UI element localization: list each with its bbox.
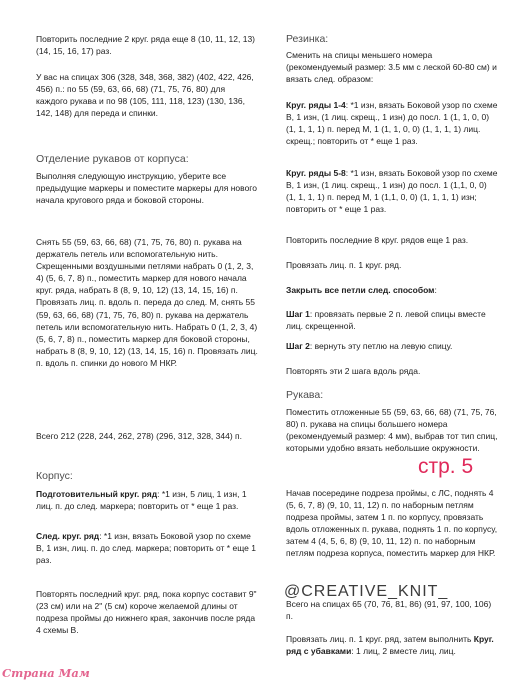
paragraph-total-stitches: Всего 212 (228, 244, 262, 278) (296, 312, 328, 344) п. (36, 431, 242, 441)
setup-round-label: Подготовительный круг. ряд (36, 489, 158, 499)
paragraph-sleeve-total: Всего на спицах 65 (70, 76, 81, 86) (91, 97, 100, 106) п. (286, 599, 492, 622)
next-round-text: : *1 изн, вязать Боковой узор по схеме В, 1 изн, лиц. п. до след. маркера; повторить от * еще 1 раз. (36, 531, 256, 566)
paragraph-markers-instruction: Выполняя следующую инструкцию, уберите все предыдущие маркеры и поместите маркеры для нового начала кругового ряда и боковой стороны. (36, 171, 257, 206)
paragraph-setup-round (36, 488, 258, 512)
paragraph-bind-off-method (286, 284, 498, 296)
paragraph-place-sleeve-stitches: Поместить отложенные 55 (59, 63, 66, 68) (71, 75, 76, 80) п. рукава на спицы большего номера (рекомендуемый размер: 4 мм), выбрав тот тип спиц, которыми удобно вязать небольшие окружности. (286, 407, 498, 454)
step-1-text: : провязать первые 2 п. левой спицы вместе лиц. скрещенной. (286, 309, 486, 332)
paragraph-stitch-count: У вас на спицах 306 (328, 348, 368, 382) (402, 422, 426, 456) п.: по 55 (59, 63, 66, 68) (71, 75, 76, 80) для каждого рукава и по 98 (105, 111, 118, 123) (130, 136, 142, 148) для переда и спинки. (36, 72, 254, 119)
decrease-round-text: : 1 лиц, 2 вместе лиц, лиц. (351, 646, 456, 657)
paragraph-separate-sleeves: Снять 55 (59, 63, 66, 68) (71, 75, 76, 80) п. рукава на держатель петель или вспомогательную нить. Скрещенными воздушными петлями набрать 0 (1, 2, 3, 4) (5, 6, 7, 8) п., поместить маркер для нового начала круг. ряда, набрать 8 (8, 9, 10, 12) (13, 14, 15, 16) п. Провязать лиц. п. вдоль п. переда до след. М, снять 55 (59, 63, 66, 68) (71, 75, 76, 80) п. рукава на держатель петель или вспомогательную нить. Набрать 0 (1, 2, 3, 4) (5, 6, 7, 8) п., поместить маркер для боковой стороны, набрать 8 (8, 9, 10, 12) (13, 14, 15, 16) п. Провязать лиц. п. вдоль п. спинки до нового М НКР. (36, 237, 258, 368)
section-heading-body: Корпус: (36, 470, 73, 482)
paragraph-decrease-round (286, 633, 498, 657)
paragraph-pick-up-stitches: Начав посередине подреза проймы, с ЛС, поднять 4 (5, 6, 7, 8) (9, 10, 11, 12) п. по наборным петлям подреза проймы, затем 1 п. по корпусу, провязать вдоль отложенных п. рукава, поднять 1 п. по корпусу, затем 4 (4, 5, 6, 8) (9, 10, 11, 12) п. по наборным петлям подреза корпуса, поместить маркер для НКР. (286, 488, 498, 559)
rounds-1-4-label: Круг. ряды 1-4 (286, 100, 346, 110)
instagram-handle-overlay: @CREATIVE_KNIT_ (284, 583, 449, 600)
site-watermark: Страна Мам (2, 666, 90, 680)
paragraph-repeat-8-rounds: Повторить последние 8 круг. рядов еще 1 раз. (286, 235, 469, 245)
section-heading-sleeves: Рукава: (286, 389, 324, 401)
step-2-text: : вернуть эту петлю на левую спицу. (309, 341, 453, 351)
paragraph-repeat-rows: Повторить последние 2 круг. ряда еще 8 (10, 11, 12, 13) (14, 15, 16, 17) раз. (36, 34, 255, 57)
paragraph-change-needles: Сменить на спицы меньшего номера (рекомендуемый размер: 3.5 мм с леской 60-80 см) и вязать след. образом: (286, 50, 497, 85)
decrease-round-intro: Провязать лиц. п. 1 круг. ряд, затем выполнить (286, 634, 474, 644)
rounds-5-8-label: Круг. ряды 5-8 (286, 168, 346, 178)
rounds-1-4-text: : *1 изн, вязать Боковой узор по схеме В, 1 изн, (1 лиц. скрещ., 1 изн) до посл. 1 (1, 1, 0, 0) (1, 1, 1, 1) п. перед М, 1 (1, 1, 0, 0) (1, 1, 1, 1) лиц. скрещ.; повторить от * еще 1 раз. (286, 100, 498, 147)
decrease-round-label: Круг. ряд с убавками (286, 634, 494, 657)
section-heading-ribbing: Резинка: (286, 33, 329, 45)
setup-round-text: : *1 изн, 5 лиц, 1 изн, 1 лиц. п. до след. маркера; повторить от * еще 1 раз. (36, 489, 247, 512)
paragraph-rounds-1-4 (286, 99, 498, 147)
step-2-label: Шаг 2 (286, 341, 310, 351)
paragraph-step-2 (286, 340, 498, 352)
section-heading-separate-sleeves: Отделение рукавов от корпуса: (36, 153, 189, 165)
bind-off-label: Закрыть все петли след. способом (286, 285, 435, 295)
bind-off-colon: : (434, 285, 437, 295)
page-number-overlay: стр. 5 (418, 455, 474, 478)
paragraph-repeat-steps: Повторять эти 2 шага вдоль ряда. (286, 366, 421, 376)
rounds-5-8-text: : *1 изн, вязать Боковой узор по схеме В, 1 изн, (1 лиц. скрещ., 1 изн) до посл. 1 (1,1, 0, 0) (1, 1, 1, 1) п. перед М, 1 (1,1, 0, 0) (1, 1, 1, 1) изн; повторить от * еще 1 раз. (286, 168, 498, 215)
step-1-label: Шаг 1 (286, 309, 310, 319)
paragraph-repeat-body-length: Повторять последний круг. ряд, пока корпус составит 9" (23 см) или на 2" (5 см) короче желаемой длины от подреза проймы до нижнего края, закончив после ряда 4 схемы В. (36, 589, 257, 636)
next-round-label: След. круг. ряд (36, 531, 100, 541)
paragraph-knit-one-round: Провязать лиц. п. 1 круг. ряд. (286, 260, 402, 270)
paragraph-next-round (36, 530, 258, 566)
paragraph-rounds-5-8 (286, 167, 498, 215)
paragraph-step-1 (286, 308, 498, 332)
